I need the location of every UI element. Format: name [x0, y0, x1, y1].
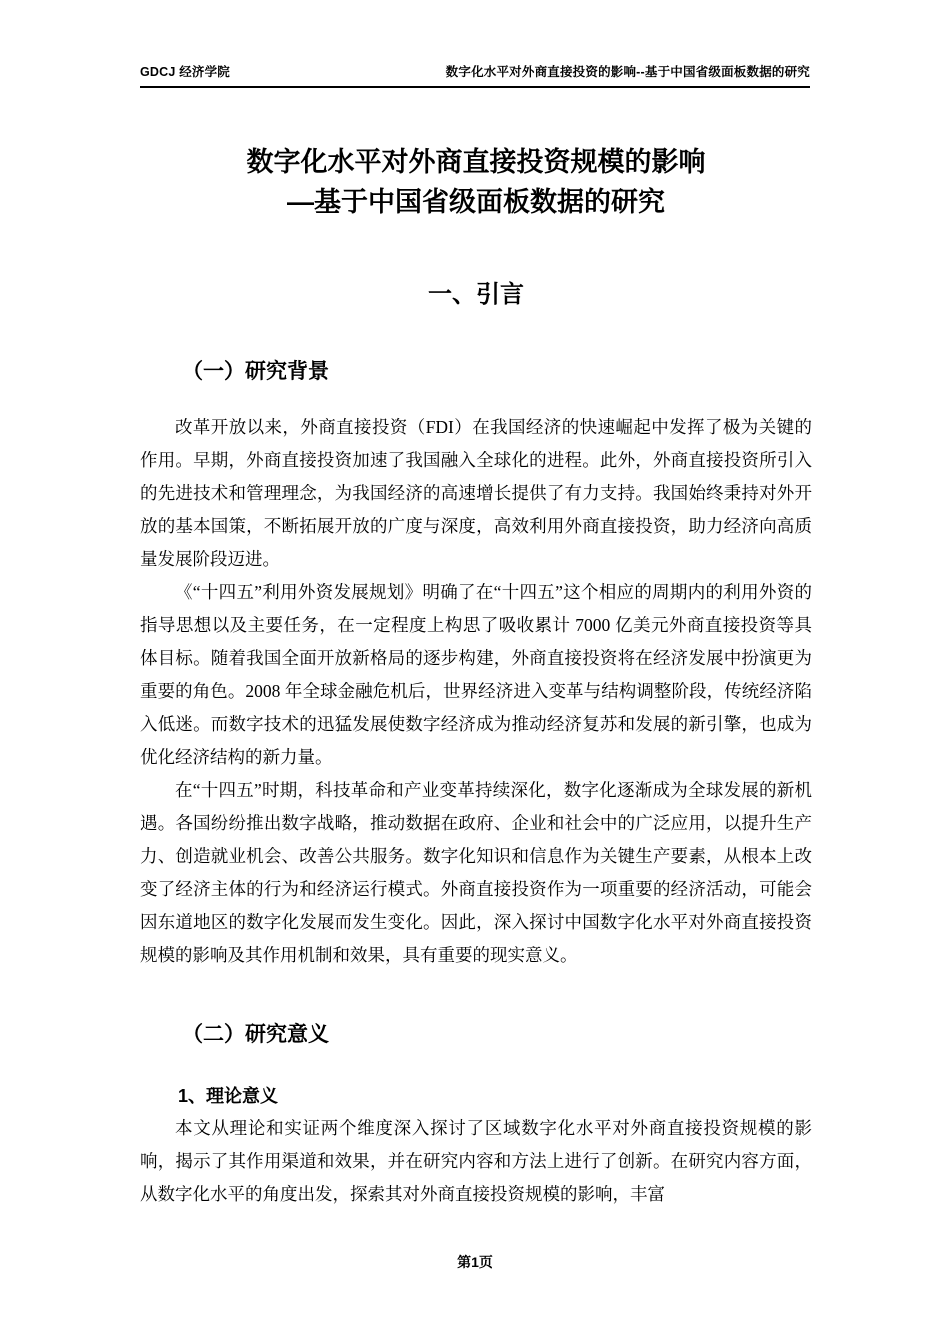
header-running-title: 数字化水平对外商直接投资的影响--基于中国省级面板数据的研究 [445, 65, 810, 79]
title-line-2: —基于中国省级面板数据的研究 [287, 187, 665, 217]
page-number: 第1页 [457, 1254, 493, 1270]
document-title [140, 142, 812, 222]
title-line-1: 数字化水平对外商直接投资规模的影响 [246, 147, 706, 177]
document-body [140, 118, 812, 1211]
subsection-heading-research-background: （一）研究背景 [182, 360, 329, 383]
subheading-theoretical-significance: 1、理论意义 [178, 1086, 279, 1106]
page-header [140, 62, 810, 88]
chapter-heading-introduction: 一、引言 [428, 281, 524, 308]
paragraph-1: 改革开放以来，外商直接投资（FDI）在我国经济的快速崛起中发挥了极为关键的作用。早期，外商直接投资加速了我国融入全球化的进程。此外，外商直接投资所引入的先进技术和管理理念，为我国经济的高速增长提供了有力支持。我国始终秉持对外开放的基本国策，不断拓展开放的广度与深度，高效利用外商直接投资，助力经济向高质量发展阶段迈进。 [140, 417, 812, 569]
paragraph-4: 本文从理论和实证两个维度深入探讨了区域数字化水平对外商直接投资规模的影响，揭示了其作用渠道和效果，并在研究内容和方法上进行了创新。在研究内容方面，从数字化水平的角度出发，探索其对外商直接投资规模的影响，丰富 [140, 1118, 812, 1204]
paragraph-2: 《“十四五”利用外资发展规划》明确了在“十四五”这个相应的周期内的利用外资的指导思想以及主要任务，在一定程度上构思了吸收累计 7000 亿美元外商直接投资等具体目标。随着我国全面开放新格局的逐步构建，外商直接投资将在经济发展中扮演更为重要的角色。2008 年全球金融危机后，世界经济进入变革与结构调整阶段，传统经济陷入低迷。而数字技术的迅猛发展使数字经济成为推动经济复苏和发展的新引擎，也成为优化经济结构的新力量。 [140, 582, 812, 767]
subsection-heading-research-significance: （二）研究意义 [182, 1023, 329, 1046]
header-institution: GDCJ 经济学院 [140, 65, 231, 79]
paragraph-3: 在“十四五”时期，科技革命和产业变革持续深化，数字化逐渐成为全球发展的新机遇。各国纷纷推出数字战略，推动数据在政府、企业和社会中的广泛应用，以提升生产力、创造就业机会、改善公共服务。数字化知识和信息作为关键生产要素，从根本上改变了经济主体的行为和经济运行模式。外商直接投资作为一项重要的经济活动，可能会因东道地区的数字化发展而发生变化。因此，深入探讨中国数字化水平对外商直接投资规模的影响及其作用机制和效果，具有重要的现实意义。 [140, 780, 812, 965]
